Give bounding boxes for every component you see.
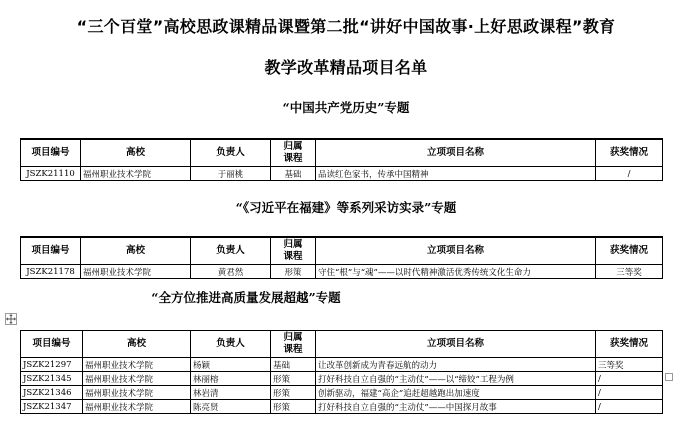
project-table-1 (20, 138, 663, 181)
header-category: 归属 课程 (271, 331, 316, 358)
table-row (21, 372, 663, 386)
cell-award: / (596, 400, 663, 414)
header-award: 获奖情况 (596, 331, 663, 358)
cell-category: 形策 (271, 372, 316, 386)
cell-name: 创新驱动，福建“高企”追赶超越跑出加速度 (316, 386, 596, 400)
section-title-party-history: “中国共产党历史”专题 (282, 100, 410, 115)
cell-name: 品读红色家书，传承中国精神 (316, 167, 596, 181)
cell-name: 打好科技自立自强的“主动仗”——中国探月故事 (316, 400, 596, 414)
document-title-line-1: “三个百堂”高校思政课精品课暨第二批“讲好中国故事·上好思政课程”教育 (76, 17, 616, 36)
cell-school: 福州职业技术学院 (83, 386, 191, 400)
table-move-handle-icon[interactable] (5, 313, 17, 325)
section-title-high-quality: “全方位推进高质量发展超越”专题 (151, 290, 341, 305)
header-leader: 负责人 (191, 139, 271, 167)
table-row (21, 400, 663, 414)
project-table-3 (20, 330, 663, 414)
cell-category: 形策 (271, 265, 316, 279)
table-row (21, 265, 663, 279)
cell-id: JSZK21345 (21, 372, 83, 386)
cell-id: JSZK21178 (21, 265, 81, 279)
cell-school: 福州职业技术学院 (83, 358, 191, 372)
table-header-row (21, 139, 663, 167)
header-id: 项目编号 (21, 139, 81, 167)
cell-name: 打好科技自立自强的“主动仗”——以“缔姣”工程为例 (316, 372, 596, 386)
cell-id: JSZK21347 (21, 400, 83, 414)
table-row (21, 386, 663, 400)
move-arrows-icon (6, 314, 16, 324)
cell-category: 基础 (271, 358, 316, 372)
cell-category: 形策 (271, 386, 316, 400)
cell-leader: 杨颖 (191, 358, 271, 372)
cell-award: / (596, 167, 663, 181)
header-leader: 负责人 (191, 237, 271, 265)
header-name: 立项项目名称 (316, 331, 596, 358)
cell-id: JSZK21110 (21, 167, 81, 181)
cell-award: / (596, 386, 663, 400)
header-category: 归属 课程 (271, 237, 316, 265)
header-school: 高校 (81, 237, 191, 265)
header-award: 获奖情况 (596, 237, 663, 265)
table-header-row (21, 237, 663, 265)
table-row (21, 358, 663, 372)
cell-leader: 于丽桃 (191, 167, 271, 181)
table-row (21, 167, 663, 181)
header-leader: 负责人 (191, 331, 271, 358)
document-title-line-2: 教学改革精品项目名单 (264, 58, 428, 77)
row-resize-handle-icon[interactable] (665, 373, 673, 381)
header-name: 立项项目名称 (316, 139, 596, 167)
cell-leader: 陈亮贤 (191, 400, 271, 414)
cell-id: JSZK21346 (21, 386, 83, 400)
header-id: 项目编号 (21, 237, 81, 265)
cell-award: / (596, 372, 663, 386)
header-id: 项目编号 (21, 331, 83, 358)
header-name: 立项项目名称 (316, 237, 596, 265)
section-title-xi-in-fujian: “《习近平在福建》等系列采访实录”专题 (235, 200, 457, 215)
cell-id: JSZK21297 (21, 358, 83, 372)
cell-school: 福州职业技术学院 (83, 372, 191, 386)
cell-name: 守住“根”与“魂”——以时代精神激活优秀传统文化生命力 (316, 265, 596, 279)
cell-leader: 林丽榕 (191, 372, 271, 386)
header-award: 获奖情况 (596, 139, 663, 167)
cell-leader: 黄君然 (191, 265, 271, 279)
header-category: 归属 课程 (271, 139, 316, 167)
cell-award: 三等奖 (596, 265, 663, 279)
cell-school: 福州职业技术学院 (83, 400, 191, 414)
cell-school: 福州职业技术学院 (81, 265, 191, 279)
cell-award: 三等奖 (596, 358, 663, 372)
table-header-row (21, 331, 663, 358)
header-school: 高校 (81, 139, 191, 167)
cell-category: 形策 (271, 400, 316, 414)
header-school: 高校 (83, 331, 191, 358)
project-table-2 (20, 236, 663, 279)
cell-leader: 林岩清 (191, 386, 271, 400)
cell-name: 让改革创新成为青春远航的动力 (316, 358, 596, 372)
cell-category: 基础 (271, 167, 316, 181)
cell-school: 福州职业技术学院 (81, 167, 191, 181)
